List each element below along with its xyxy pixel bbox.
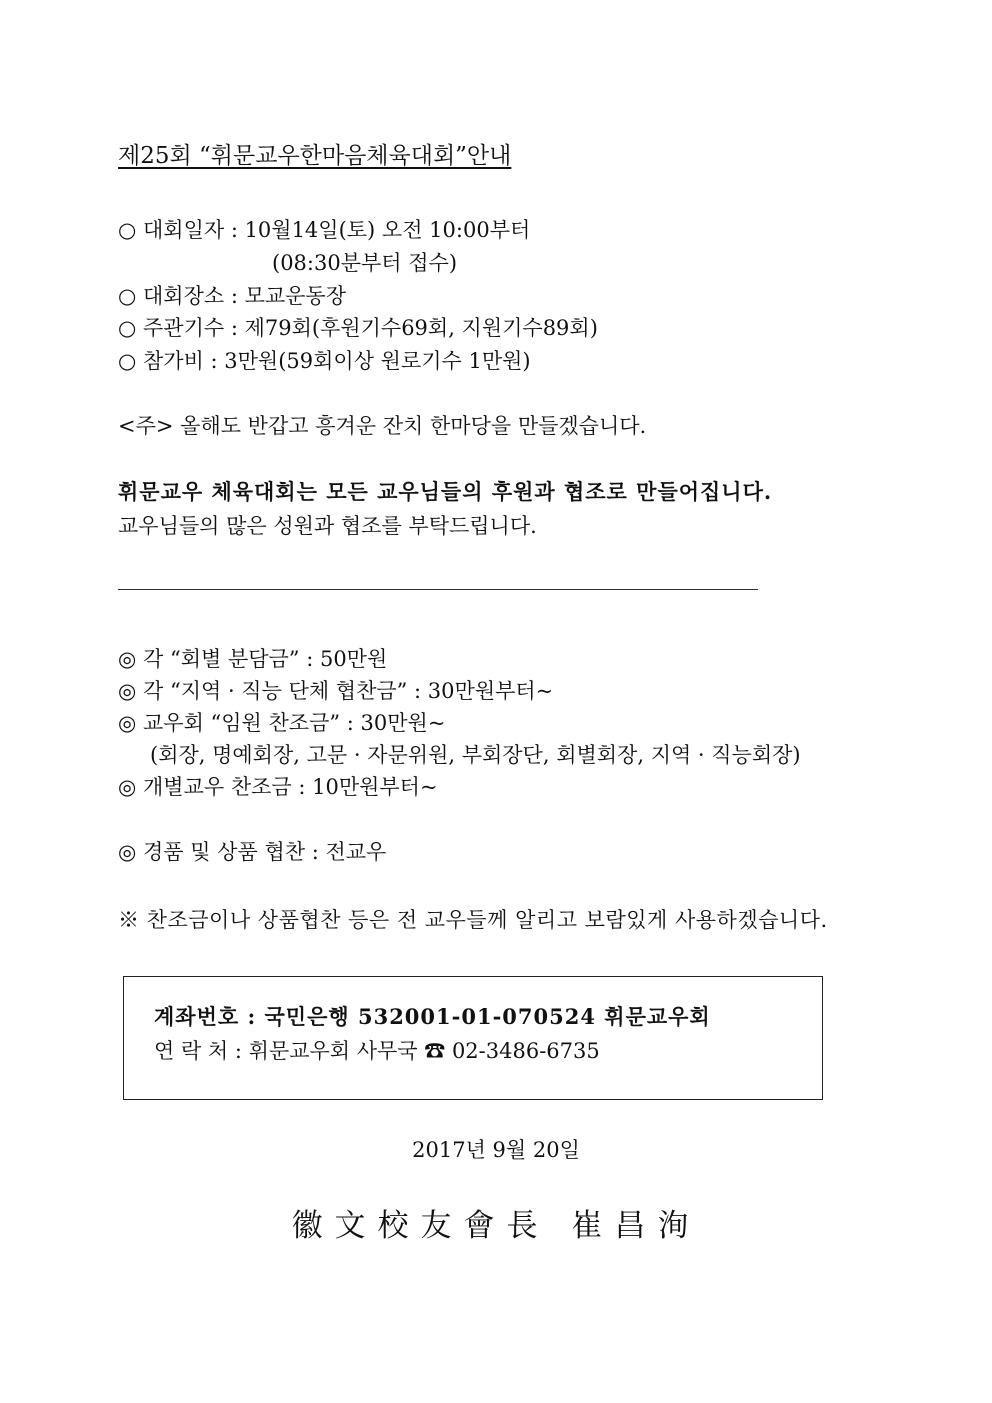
- event-venue: ○ 대회장소 : 모교운동장: [118, 284, 346, 308]
- contribution-class-share: ◎ 각 “회별 분담금” : 50만원: [118, 647, 388, 671]
- appeal-text: 교우님들의 많은 성원과 협조를 부탁드립니다.: [118, 514, 537, 538]
- event-date: ○ 대회일자 : 10월14일(토) 오전 10:00부터: [118, 218, 531, 242]
- event-registration-time: (08:30분부터 접수): [272, 251, 458, 275]
- notice-text: <주> 올해도 반갑고 흥겨운 잔치 한마당을 만들겠습니다.: [118, 414, 647, 438]
- contribution-officer-donation: ◎ 교우회 “임원 찬조금” : 30만원~: [118, 711, 446, 735]
- section-divider: [118, 589, 758, 590]
- document-date: 2017년 9월 20일: [412, 1138, 580, 1162]
- appeal-bold-text: 휘문교우 체육대회는 모든 교우님들의 후원과 협조로 만들어집니다.: [118, 479, 773, 504]
- event-host-class: ○ 주관기수 : 제79회(후원기수69회, 지원기수89회): [118, 316, 598, 340]
- signature: 徽文校友會長 崔昌洵: [291, 1208, 701, 1244]
- contact-line: 연 락 처 : 휘문교우회 사무국 ☎ 02-3486-6735: [154, 1039, 600, 1063]
- contribution-group-sponsorship: ◎ 각 “지역 · 직능 단체 협찬금” : 30만원부터~: [118, 679, 554, 703]
- event-fee: ○ 참가비 : 3만원(59회이상 원로기수 1만원): [118, 349, 531, 373]
- contribution-officer-list: (회장, 명예회장, 고문 · 자문위원, 부회장단, 회별회장, 지역 · 직능회장): [150, 743, 801, 767]
- bank-account-line: 계좌번호 : 국민은행 532001-01-070524 휘문교우회: [154, 1004, 711, 1029]
- account-info-box: [123, 976, 823, 1100]
- contribution-individual: ◎ 개별교우 찬조금 : 10만원부터~: [118, 775, 438, 799]
- document-title: 제25회 “휘문교우한마음체육대회”안내: [118, 143, 512, 169]
- footnote-text: ※ 찬조금이나 상품협찬 등은 전 교우들께 알리고 보람있게 사용하겠습니다.: [118, 908, 828, 932]
- prize-sponsorship: ◎ 경품 및 상품 협찬 : 전교우: [118, 840, 387, 864]
